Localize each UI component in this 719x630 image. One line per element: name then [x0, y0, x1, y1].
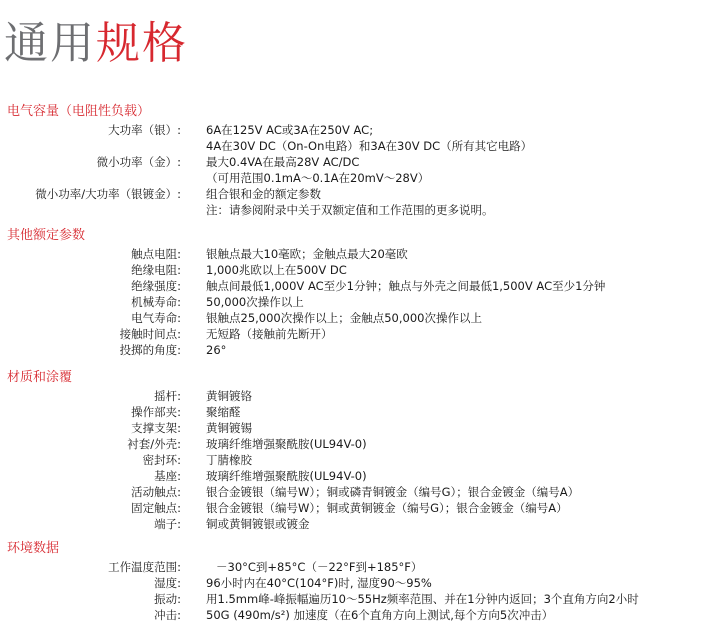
- spec-row: [0, 575, 719, 591]
- spec-row: [0, 170, 719, 186]
- spec-row: [0, 516, 719, 532]
- spec-value: 玻璃纤维增强聚酰胺(UL94V-0): [206, 437, 367, 451]
- spec-value: 丁腈橡胶: [206, 453, 252, 467]
- spec-row: [0, 186, 719, 202]
- spec-value: 50,000次操作以上: [206, 295, 304, 309]
- spec-label: 湿度:: [154, 576, 181, 590]
- spec-row: [0, 420, 719, 436]
- spec-row: [0, 404, 719, 420]
- spec-label: 支撑支架:: [131, 421, 181, 435]
- spec-value: 银合金镀银（编号W）；铜或磷青铜镀金（编号G）；银合金镀金（编号A）: [206, 485, 580, 499]
- spec-value: 铜或黄铜镀银或镀金: [206, 517, 310, 531]
- spec-label: 微小功率/大功率（银镀金）:: [35, 187, 181, 201]
- spec-label: 绝缘强度:: [131, 279, 181, 293]
- section-heading: 材质和涂覆: [7, 370, 73, 385]
- spec-row: [0, 559, 719, 575]
- spec-row: [0, 452, 719, 468]
- spec-value: 玻璃纤维增强聚酰胺(UL94V-0): [206, 469, 367, 483]
- spec-row: [0, 326, 719, 342]
- spec-row: [0, 342, 719, 358]
- spec-value: 无短路（接触前先断开）: [206, 327, 333, 341]
- spec-label: 机械寿命:: [131, 295, 181, 309]
- spec-label: 绝缘电阻:: [131, 263, 181, 277]
- spec-value: 注：请参阅附录中关于双额定值和工作范围的更多说明。: [206, 203, 494, 217]
- spec-value: 4A在30V DC（On-On电路）和3A在30V DC（所有其它电路）: [206, 139, 533, 153]
- spec-label: 大功率（银）:: [108, 123, 181, 137]
- spec-value: 黄铜镀锡: [206, 421, 252, 435]
- section-heading: 电气容量（电阻性负载）: [7, 104, 151, 119]
- spec-value: 最大0.4VA在最高28V AC/DC: [206, 155, 360, 169]
- spec-label: 固定触点:: [131, 501, 181, 515]
- spec-row: [0, 202, 719, 218]
- spec-label: 端子:: [154, 517, 181, 531]
- spec-row: [0, 154, 719, 170]
- spec-row: [0, 262, 719, 278]
- spec-row: [0, 468, 719, 484]
- spec-value: 银触点25,000次操作以上；金触点50,000次操作以上: [206, 311, 482, 325]
- spec-value: 组合银和金的额定参数: [206, 187, 321, 201]
- section-heading: 其他额定参数: [7, 228, 86, 243]
- section-heading: 环境数据: [7, 541, 60, 556]
- spec-row: [0, 278, 719, 294]
- spec-row: [0, 607, 719, 623]
- spec-label: 工作温度范围:: [108, 560, 181, 574]
- spec-value: 银合金镀银（编号W）；铜或黄铜镀金（编号G）；银合金镀金（编号A）: [206, 501, 568, 515]
- spec-label: 触点电阻:: [131, 247, 181, 261]
- spec-value: 6A在125V AC或3A在250V AC;: [206, 123, 374, 137]
- spec-label: 活动触点:: [131, 485, 181, 499]
- spec-row: [0, 591, 719, 607]
- spec-value: 银触点最大10毫欧；金触点最大20毫欧: [206, 247, 408, 261]
- spec-value: 聚缩醛: [206, 405, 241, 419]
- spec-value: 用1.5mm峰-峰振幅遍历10～55Hz频率范围、并在1分钟内返回；3个直角方向2小时: [206, 592, 639, 606]
- spec-row: [0, 436, 719, 452]
- spec-label: 基座:: [154, 469, 181, 483]
- spec-value: （可用范围0.1mA～0.1A在20mV～28V）: [206, 171, 430, 185]
- spec-value: 黄铜镀铬: [206, 389, 252, 403]
- spec-label: 摇杆:: [154, 389, 181, 403]
- spec-row: [0, 500, 719, 516]
- spec-value: －30°C到+85°C（－22°F到+185°F）: [216, 560, 423, 574]
- spec-label: 微小功率（金）:: [96, 155, 181, 169]
- spec-value: 50G (490m/s²) 加速度（在6个直角方向上测试,每个方向5次冲击）: [206, 608, 554, 622]
- spec-row: [0, 294, 719, 310]
- page-title-red: 规格: [96, 18, 188, 69]
- spec-row: [0, 484, 719, 500]
- spec-label: 衬套/外壳:: [127, 437, 181, 451]
- spec-row: [0, 138, 719, 154]
- spec-row: [0, 388, 719, 404]
- spec-label: 投掷的角度:: [119, 343, 181, 357]
- spec-label: 电气寿命:: [131, 311, 181, 325]
- page-title: [4, 16, 188, 72]
- spec-row: [0, 310, 719, 326]
- spec-label: 密封环:: [142, 453, 181, 467]
- spec-label: 冲击:: [154, 608, 181, 622]
- spec-label: 操作部夹:: [131, 405, 181, 419]
- spec-label: 振动:: [154, 592, 181, 606]
- spec-value: 触点间最低1,000V AC至少1分钟；触点与外壳之间最低1,500V AC至少1分钟: [206, 279, 606, 293]
- spec-row: [0, 122, 719, 138]
- spec-label: 接触时间点:: [119, 327, 181, 341]
- page-title-gray: 通用: [4, 18, 96, 69]
- spec-value: 26°: [206, 343, 227, 357]
- spec-row: [0, 246, 719, 262]
- spec-value: 96小时内在40°C(104°F)时, 湿度90～95%: [206, 576, 432, 590]
- spec-value: 1,000兆欧以上在500V DC: [206, 263, 347, 277]
